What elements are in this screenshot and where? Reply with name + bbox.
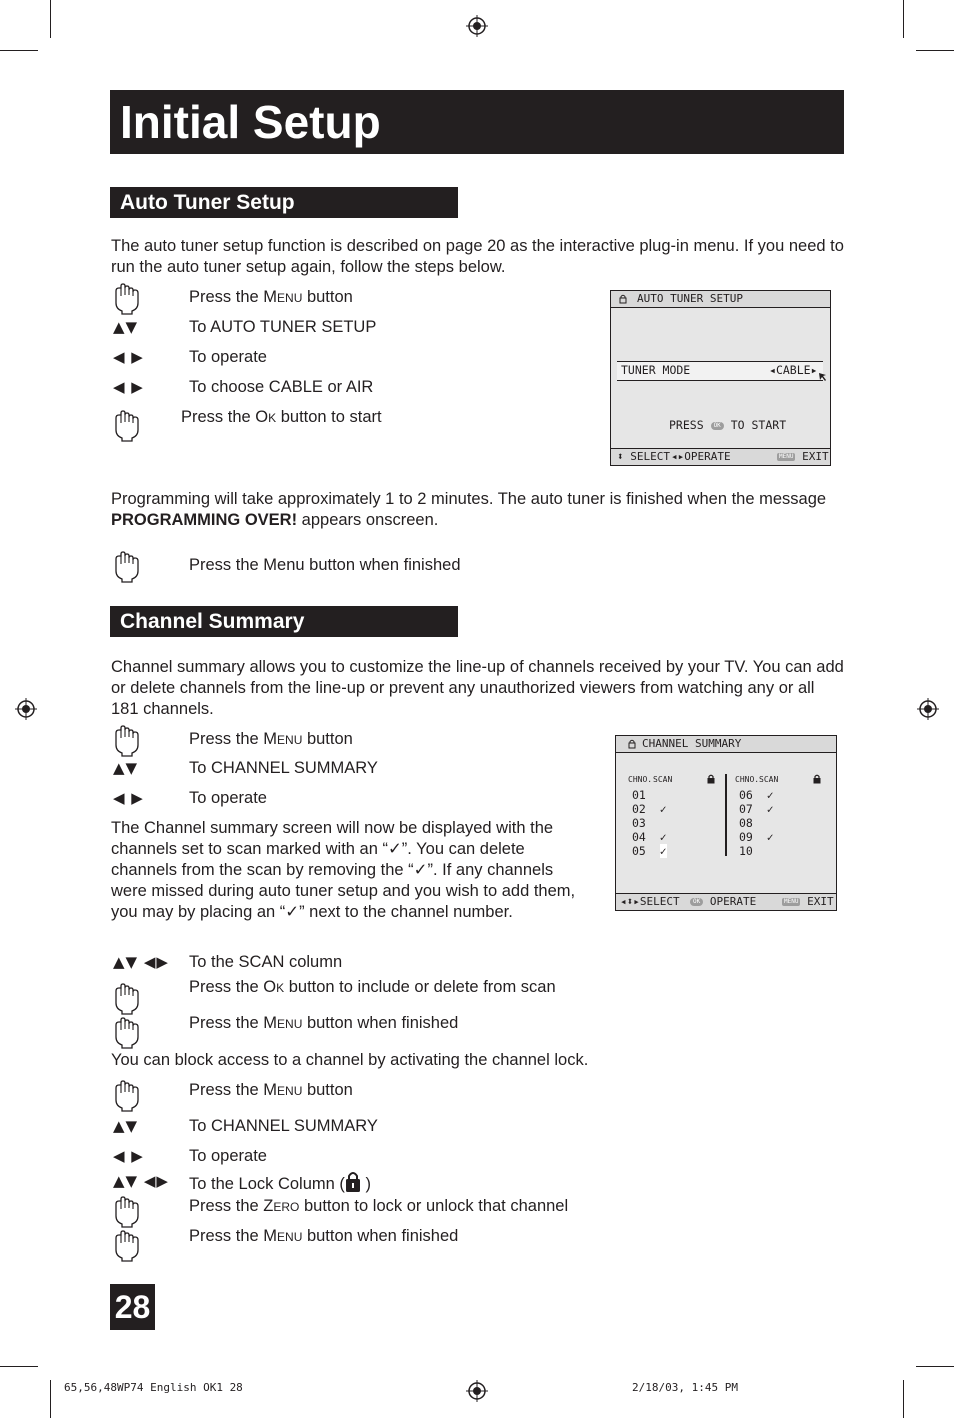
arrows-icon: ▲▼ ◀▶ [113,1172,169,1190]
hand-press-icon [112,283,146,315]
channel-row[interactable]: 05 ✓ [632,844,667,858]
step-press-zero: Press the Zero button to lock or unlock that channel [189,1197,569,1215]
step-to-operate: To operate [189,348,267,366]
footer-select: ⬍ SELECT [617,450,670,463]
col-chno: CHNO. [735,775,760,784]
crop-mark [0,1366,38,1367]
up-down-arrows-icon: ▲▼ [113,759,139,777]
hand-press-icon [112,983,146,1015]
lock-icon [628,739,636,749]
step-to-auto-tuner-setup: To AUTO TUNER SETUP [189,318,377,336]
auto-tuner-intro: The auto tuner setup function is described on page 20 as the interactive plug-in menu. If you need to run the auto tuner setup again, follow the steps below. [111,237,844,276]
crop-mark [0,50,38,51]
step-to-lock-column: To the Lock Column ( ) [189,1171,371,1194]
screen-header-text: CHANNEL SUMMARY [642,737,742,750]
registration-mark-icon [466,15,488,37]
lock-icon [345,1171,361,1193]
footer-select: ◂⬍▸SELECT [620,895,680,908]
section-heading-auto-tuner: Auto Tuner Setup [110,187,458,218]
channel-row[interactable]: 02 ✓ [632,802,667,816]
step-to-channel-summary: To CHANNEL SUMMARY [189,759,378,777]
screen-footer [616,893,836,910]
screen-header [611,291,830,308]
step-to-channel-summary: To CHANNEL SUMMARY [189,1117,378,1135]
left-right-arrows-icon: ◀ ▶ [113,378,144,396]
left-right-arrows-icon: ◀ ▶ [113,1147,144,1165]
channel-row[interactable]: 10 [739,844,753,858]
hand-press-icon [112,1080,146,1112]
up-down-arrows-icon: ▲▼ [113,1117,139,1135]
step-press-ok-start: Press the Ok button to start [181,408,382,426]
channel-row[interactable]: 04 ✓ [632,830,667,844]
tuner-mode-row[interactable] [617,361,823,381]
up-down-arrows-icon: ▲▼ [113,318,139,336]
block-access-text: You can block access to a channel by activating the channel lock. [111,1051,589,1069]
left-right-arrows-icon: ◀ ▶ [113,348,144,366]
hand-press-icon [112,725,146,757]
auto-tuner-screen [610,290,831,466]
page-title: Initial Setup [110,90,844,154]
footer-exit: MENU EXIT [784,895,834,908]
channel-summary-screen [615,735,837,911]
channel-row[interactable]: 08 [739,816,753,830]
section-heading-channel-summary: Channel Summary [110,606,458,637]
channel-summary-explain: The Channel summary screen will now be displayed with the channels set to scan marked with an “✓”. You can delete channels from the scan by removing the “✓”. If any channels were missed during auto tuner setup and you wish to add them, you may by placing an “✓” next to the channel number. [111,819,576,921]
footer-operate: OK OPERATE [690,894,756,910]
crop-mark [903,1380,904,1418]
print-footer-left: 65,56,48WP74 English OK1 28 [64,1381,243,1394]
registration-mark-icon [917,698,939,720]
tuner-mode-value: ◂CABLE▸ [769,363,818,377]
col-scan: SCAN [653,775,673,784]
hand-press-icon [112,1230,146,1262]
step-press-menu: Press the Menu button [189,288,353,306]
channel-row[interactable]: 09 ✓ [739,830,774,844]
step-choose-cable-air: To choose CABLE or AIR [189,378,374,396]
step-to-operate: To operate [189,789,267,807]
lock-column-icon [813,774,821,784]
lock-icon [619,294,627,304]
footer-exit: MENU EXIT [779,450,829,463]
press-ok-prompt: PRESS OK TO START [669,418,787,432]
screen-header-text: AUTO TUNER SETUP [637,292,743,305]
page-number: 28 [110,1284,155,1330]
programming-note: Programming will take approximately 1 to 2 minutes. The auto tuner is finished when the message PROGRAMMING OVER! appears onscreen. [111,490,827,529]
step-press-menu: Press the Menu button [189,1081,353,1099]
hand-press-icon [112,1017,146,1049]
channel-summary-intro: Channel summary allows you to customize the line-up of channels received by your TV. You can add or delete channels from the line-up or prevent any unauthorized viewers from watching any or all 181 channels. [111,658,844,718]
registration-mark-icon [15,698,37,720]
crop-mark [903,0,904,38]
left-right-arrows-icon: ◀ ▶ [113,789,144,807]
print-footer-right: 2/18/03, 1:45 PM [632,1381,738,1394]
step-menu-finished: Press the Menu button when finished [189,556,461,574]
crop-mark [50,0,51,38]
channel-list-right [739,788,774,858]
col-scan: SCAN [759,775,779,784]
registration-mark-icon [466,1380,488,1402]
channel-row[interactable]: 06 ✓ [739,788,774,802]
footer-operate: ◂▸OPERATE [671,450,731,463]
crop-mark [916,50,954,51]
arrows-icon: ▲▼ ◀▶ [113,953,169,971]
crop-mark [916,1366,954,1367]
hand-press-icon [112,551,146,583]
channel-row[interactable]: 03 [632,816,646,830]
step-press-menu: Press the Menu button [189,730,353,748]
screen-header [616,736,836,753]
lock-column-icon [707,774,715,784]
col-chno: CHNO. [628,775,653,784]
screen-footer [611,448,830,465]
channel-list-left [632,788,667,858]
step-menu-finished: Press the Menu button when finished [189,1014,459,1032]
hand-press-icon [112,1196,146,1228]
crop-mark [50,1380,51,1418]
channel-row[interactable]: 01 [632,788,646,802]
channel-row[interactable]: 07 ✓ [739,802,774,816]
tuner-mode-label: TUNER MODE [621,363,691,377]
step-to-scan-column: To the SCAN column [189,953,343,971]
step-press-ok-scan: Press the Ok button to include or delete from scan [189,978,556,996]
column-divider [725,774,727,856]
cursor-arrow-icon [818,372,828,382]
step-to-operate: To operate [189,1147,267,1165]
hand-press-icon [112,410,146,442]
step-menu-finished: Press the Menu button when finished [189,1227,459,1245]
